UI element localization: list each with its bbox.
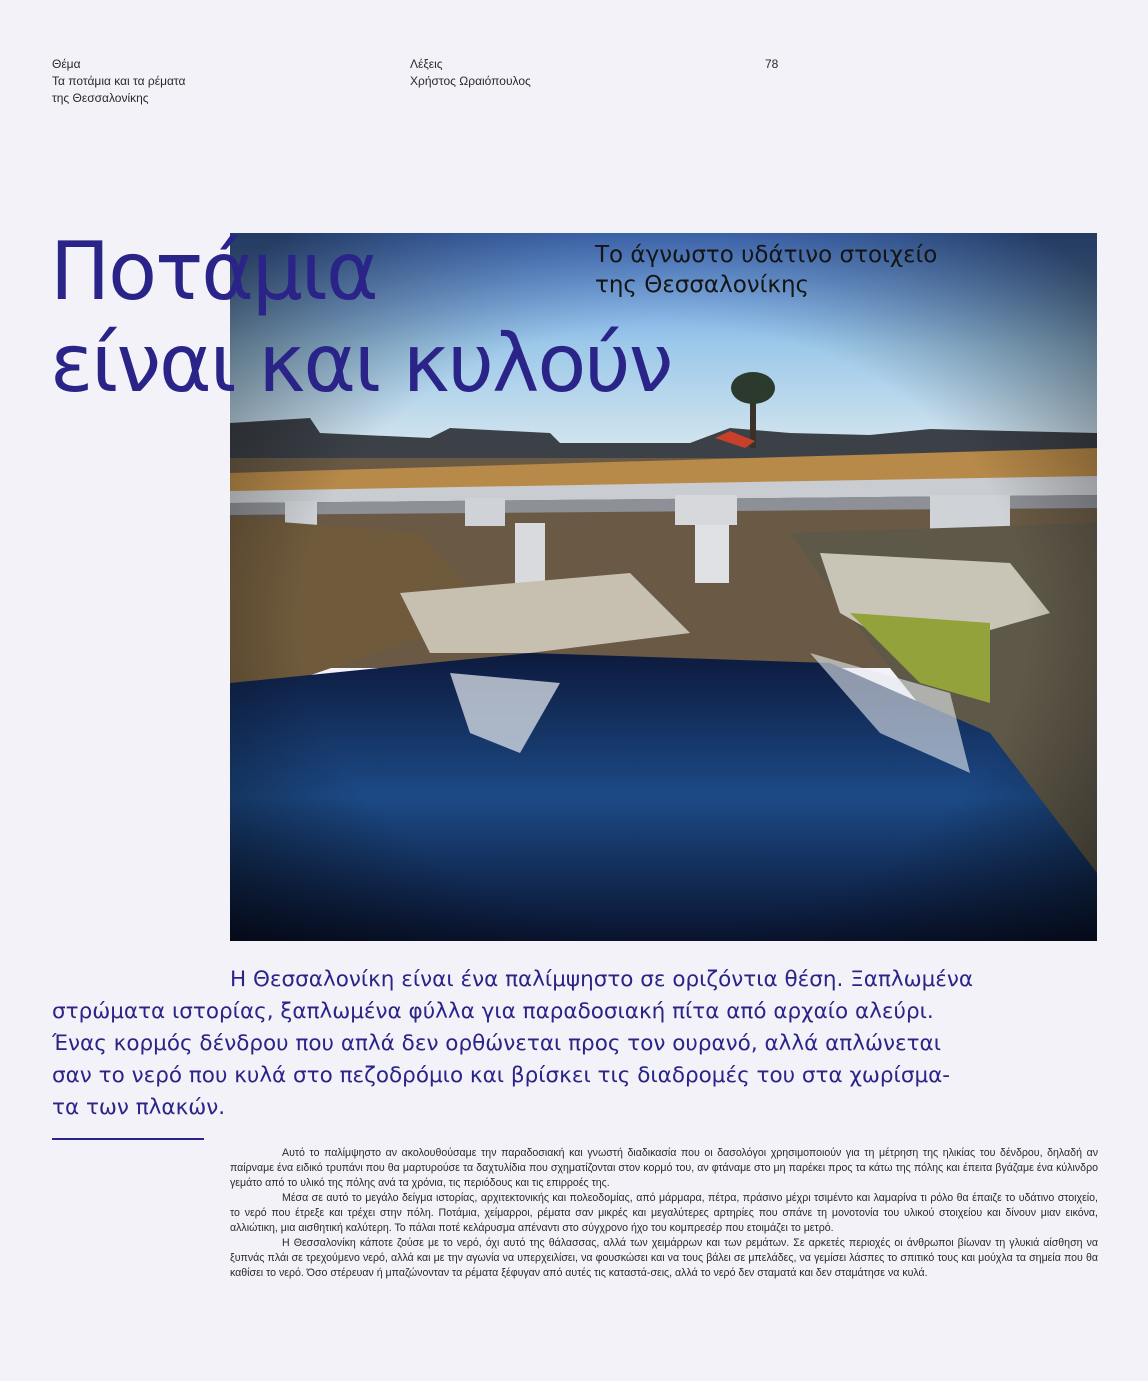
column-meta <box>410 56 531 90</box>
lead-underline <box>52 1138 204 1140</box>
author-name: Χρήστος Ωραιόπουλος <box>410 74 531 88</box>
article-subtitle <box>595 240 937 300</box>
section-title-line2: της Θεσσαλονίκης <box>52 91 149 105</box>
title-line1: Ποτάμια <box>50 225 377 318</box>
lead-line: τα των πλακών. <box>52 1095 226 1120</box>
article-title <box>50 226 671 410</box>
subtitle-line2: της Θεσσαλονίκης <box>595 272 810 298</box>
section-label: Θέμα <box>52 57 81 71</box>
page-number: 78 <box>765 57 779 71</box>
lead-line: Η Θεσσαλονίκη είναι ένα παλίμψηστο σε οριζόντια θέση. Ξαπλωμένα <box>230 967 974 992</box>
lead-line: σαν το νερό που κυλά στο πεζοδρόμιο και βρίσκει τις διαδρομές του στα χωρίσμα- <box>52 1063 951 1088</box>
subtitle-line1: Το άγνωστο υδάτινο στοιχείο <box>595 242 938 268</box>
body-paragraph: Η Θεσσαλονίκη κάποτε ζούσε με το νερό, όχι αυτό της θάλασσας, αλλά των χειμάρρων και των ρεμάτων. Σε αρκετές περιοχές οι άνθρωποι βίωναν τη γλυκιά αίσθηση να ξυπνάς πλάι σε τρεχούμενο νερό, αλλά και με την αγωνία να υπερχειλίσει, να φουσκώσει και να τους βάλει σε μπελάδες, να γεμίσει λάσπες το σπιτικό τους και μούχλα τα σημεία που θα καθίσει το νερό. Όσο στέρευαν ή μπαζώνονταν τα ρέματα ξέφυγαν από αυτές τις καταστά-σεις, αλλά το νερό δεν σταματά και δεν σταμάτησε να κυλά. <box>230 1237 1098 1279</box>
section-title-line1: Τα ποτάμια και τα ρέματα <box>52 74 186 88</box>
column-label: Λέξεις <box>410 57 443 71</box>
section-meta <box>52 56 185 107</box>
body-paragraph: Μέσα σε αυτό το μεγάλο δείγμα ιστορίας, αρχιτεκτονικής και πολεοδομίας, από μάρμαρα, πέτρα, πράσινο μέχρι τσιμέντο και λαμαρίνα τι ρόλο θα έπαιζε το υδάτινο στοιχείο, το νερό που έτρεξε και τρέχει στην πόλη. Ποτάμια, χείμαρροι, ρέματα σαν μικρές και μεγαλύτερες αρτηρίες που σπάνε τη μονοτονία του υλικού στοιχείου και δίνουν μιαν εικόνα, αλλιώτικη, μια αισθητική καλύτερη. Το πάλαι ποτέ κελάρυσμα απέναντι στο σύγχρονο ήχο του κομπρεσέρ που ετοιμάζει το μετρό. <box>230 1192 1098 1234</box>
lead-paragraph <box>52 964 1098 1124</box>
title-line2: είναι και κυλούν <box>50 317 672 410</box>
article-body <box>230 1146 1098 1281</box>
body-paragraph: Αυτό το παλίμψηστο αν ακολουθούσαμε την παραδοσιακή και γνωστή διαδικασία που οι δασολόγοι χρησιμοποιούν για τη μέτρηση της ηλικίας του δένδρου, δηλαδή αν παίρναμε ένα ειδικό τρυπάνι που θα μαρτυρούσε τα δαχτυλίδια που σχηματίζονται στον κορμό του, αν φτάναμε στο μη παρέκει προς τα κάτω της πόλης και έπειτα βγάζαμε ένα κύλινδρο γεμάτο από το υλικό της πόλης ανά τα χρόνια, τις περιόδους και τις επιρροές της. <box>230 1147 1098 1189</box>
lead-line: στρώματα ιστορίας, ξαπλωμένα φύλλα για παραδοσιακή πίτα από αρχαίο αλεύρι. <box>52 999 934 1024</box>
lead-line: Ένας κορμός δένδρου που απλά δεν ορθώνεται προς τον ουρανό, αλλά απλώνεται <box>52 1031 941 1056</box>
